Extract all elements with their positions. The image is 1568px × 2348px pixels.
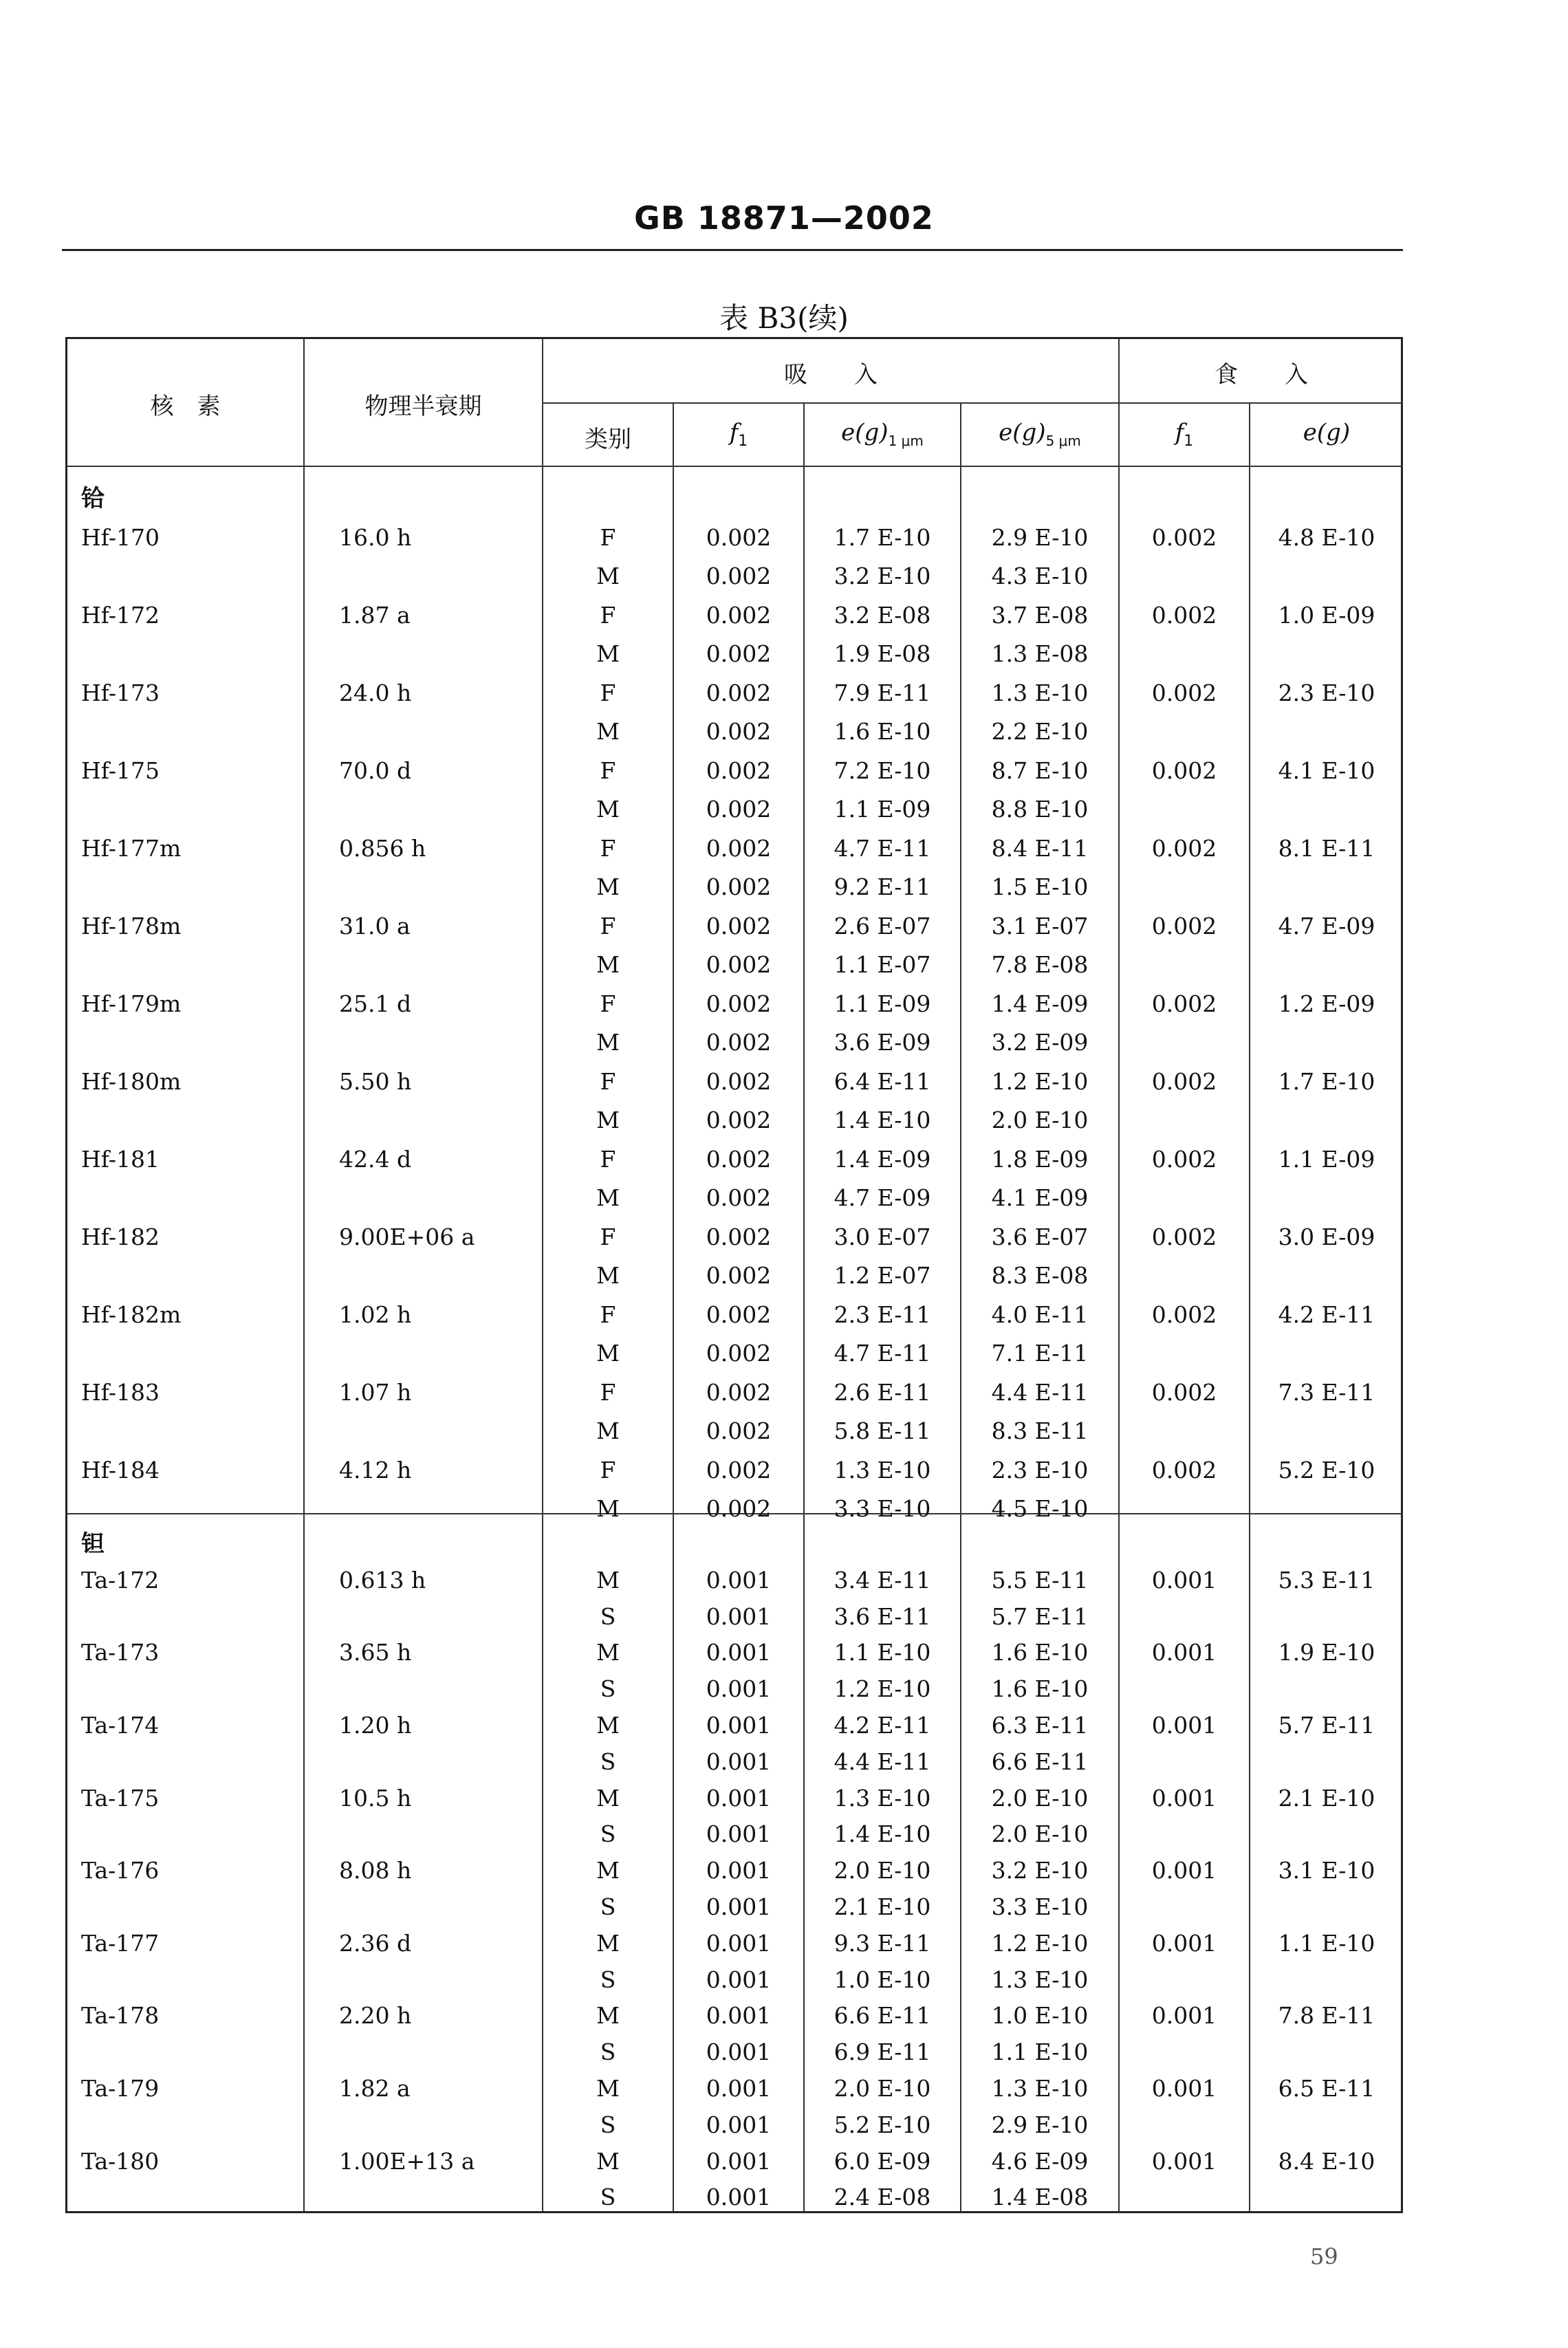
eg-inhalation-1um: 2.4 E-08: [834, 2184, 931, 2211]
eg-inhalation-1um: 1.1 E-09: [834, 796, 931, 823]
eg-inhalation-1um: 4.7 E-11: [834, 1340, 931, 1367]
eg-inhalation-5um: 3.6 E-07: [991, 1223, 1089, 1250]
eg-inhalation-1um: 3.2 E-10: [834, 563, 931, 589]
eg-inhalation-5um: 2.9 E-10: [991, 2111, 1089, 2138]
absorption-class: M: [596, 1417, 620, 1444]
f1-inhalation: 0.001: [706, 2002, 772, 2030]
f1-ingestion: 0.001: [1151, 1566, 1217, 1594]
eg-inhalation-1um: 1.4 E-09: [834, 1145, 931, 1173]
table-caption: 表 B3(续): [719, 301, 849, 335]
absorption-class: S: [600, 2111, 616, 2138]
eg-inhalation-1um: 2.0 E-10: [834, 2075, 931, 2102]
absorption-class: F: [600, 523, 616, 551]
eg-inhalation-5um: 1.4 E-09: [991, 990, 1089, 1017]
absorption-class: S: [600, 1966, 616, 1993]
eg-inhalation-5um: 6.3 E-11: [991, 1712, 1089, 1739]
f1-ingestion: 0.002: [1151, 601, 1217, 629]
half-life: 16.0 h: [339, 523, 412, 551]
nuclide-name: Hf-173: [81, 679, 160, 706]
nuclide-name: Hf-175: [81, 757, 160, 784]
eg-inhalation-1um: 1.1 E-10: [834, 1639, 931, 1666]
eg-inhalation-1um: 1.3 E-10: [834, 1784, 931, 1812]
eg-inhalation-1um: 1.0 E-10: [834, 1966, 931, 1993]
page-number: 59: [1310, 2243, 1338, 2270]
f1-inhalation: 0.002: [706, 873, 772, 900]
half-life: 3.65 h: [339, 1639, 412, 1666]
half-life: 4.12 h: [339, 1456, 412, 1483]
eg-inhalation-5um: 2.3 E-10: [991, 1456, 1089, 1483]
eg-inhalation-1um: 2.6 E-07: [834, 912, 931, 939]
eg-inhalation-1um: 7.9 E-11: [834, 679, 931, 706]
eg-ingestion: 7.3 E-11: [1278, 1378, 1375, 1406]
eg-inhalation-5um: 4.3 E-10: [991, 563, 1089, 589]
f1-ingestion: 0.002: [1151, 1223, 1217, 1250]
eg-ingestion: 1.2 E-09: [1278, 990, 1375, 1017]
f1-inhalation: 0.002: [706, 718, 772, 745]
eg-inhalation-1um: 1.9 E-08: [834, 640, 931, 667]
half-life: 1.00E+13 a: [339, 2147, 475, 2175]
absorption-class: M: [596, 1184, 620, 1211]
half-life: 31.0 a: [339, 912, 411, 939]
eg-ingestion: 2.3 E-10: [1278, 679, 1375, 706]
f1-ingestion: 0.001: [1151, 1712, 1217, 1739]
header-f1-ingestion: $f_1$: [1175, 419, 1194, 450]
f1-ingestion: 0.002: [1151, 523, 1217, 551]
eg-inhalation-5um: 1.6 E-10: [991, 1675, 1089, 1703]
eg-ingestion: 1.7 E-10: [1278, 1067, 1375, 1095]
eg-inhalation-1um: 3.3 E-10: [834, 1495, 931, 1522]
absorption-class: M: [596, 1566, 620, 1594]
eg-inhalation-5um: 8.8 E-10: [991, 796, 1089, 823]
f1-inhalation: 0.001: [706, 1602, 772, 1630]
half-life: 1.02 h: [339, 1301, 412, 1328]
absorption-class: F: [600, 757, 616, 784]
nuclide-name: Hf-179m: [81, 990, 182, 1017]
absorption-class: F: [600, 1456, 616, 1483]
half-life: 5.50 h: [339, 1067, 412, 1095]
eg-inhalation-1um: 1.1 E-09: [834, 990, 931, 1017]
eg-inhalation-1um: 2.6 E-11: [834, 1378, 931, 1406]
element-group-label: 铪: [81, 485, 105, 512]
absorption-class: M: [596, 718, 620, 745]
eg-inhalation-5um: 1.3 E-10: [991, 2075, 1089, 2102]
f1-ingestion: 0.002: [1151, 1378, 1217, 1406]
f1-inhalation: 0.001: [706, 1966, 772, 1993]
eg-inhalation-5um: 5.5 E-11: [991, 1566, 1089, 1594]
eg-inhalation-5um: 3.1 E-07: [991, 912, 1089, 939]
eg-inhalation-5um: 1.2 E-10: [991, 1067, 1089, 1095]
dose-coefficient-table: [65, 337, 1403, 2213]
absorption-class: M: [596, 1784, 620, 1812]
half-life: 24.0 h: [339, 679, 412, 706]
absorption-class: F: [600, 1067, 616, 1095]
absorption-class: F: [600, 601, 616, 629]
eg-ingestion: 6.5 E-11: [1278, 2075, 1375, 2102]
half-life: 9.00E+06 a: [339, 1223, 475, 1250]
eg-inhalation-5um: 8.3 E-08: [991, 1262, 1089, 1289]
header-nuclide: 核 素: [150, 393, 221, 420]
f1-inhalation: 0.002: [706, 1301, 772, 1328]
header-eg-ingestion: e(g): [1303, 419, 1351, 446]
f1-inhalation: 0.002: [706, 1340, 772, 1367]
eg-inhalation-5um: 1.3 E-10: [991, 679, 1089, 706]
absorption-class: M: [596, 951, 620, 978]
f1-ingestion: 0.002: [1151, 912, 1217, 939]
nuclide-name: Ta-180: [81, 2147, 160, 2175]
eg-inhalation-1um: 3.0 E-07: [834, 1223, 931, 1250]
absorption-class: S: [600, 1602, 616, 1630]
eg-ingestion: 3.1 E-10: [1278, 1857, 1375, 1884]
eg-ingestion: 8.4 E-10: [1278, 2147, 1375, 2175]
eg-ingestion: 5.3 E-11: [1278, 1566, 1375, 1594]
f1-inhalation: 0.002: [706, 912, 772, 939]
f1-inhalation: 0.002: [706, 1262, 772, 1289]
eg-ingestion: 7.8 E-11: [1278, 2002, 1375, 2030]
eg-inhalation-1um: 1.6 E-10: [834, 718, 931, 745]
f1-inhalation: 0.002: [706, 757, 772, 784]
header-bottom-line: [67, 466, 1403, 467]
document-header: GB 18871—2002: [634, 199, 934, 237]
nuclide-name: Hf-183: [81, 1378, 160, 1406]
f1-inhalation: 0.001: [706, 1820, 772, 1848]
eg-inhalation-1um: 7.2 E-10: [834, 757, 931, 784]
eg-inhalation-1um: 1.4 E-10: [834, 1107, 931, 1133]
eg-inhalation-1um: 5.2 E-10: [834, 2111, 931, 2138]
f1-inhalation: 0.001: [706, 2147, 772, 2175]
header-ingestion: 食 入: [1215, 361, 1308, 389]
absorption-class: M: [596, 873, 620, 900]
eg-inhalation-1um: 1.1 E-07: [834, 951, 931, 978]
absorption-class: M: [596, 1340, 620, 1367]
f1-ingestion: 0.002: [1151, 1067, 1217, 1095]
nuclide-name: Ta-173: [81, 1639, 160, 1666]
eg-inhalation-1um: 1.4 E-10: [834, 1820, 931, 1848]
header-rule: [62, 249, 1403, 251]
f1-inhalation: 0.002: [706, 1456, 772, 1483]
eg-inhalation-5um: 4.5 E-10: [991, 1495, 1089, 1522]
half-life: 70.0 d: [339, 757, 412, 784]
absorption-class: M: [596, 1029, 620, 1056]
eg-inhalation-5um: 4.0 E-11: [991, 1301, 1089, 1328]
eg-inhalation-5um: 3.3 E-10: [991, 1893, 1089, 1920]
absorption-class: M: [596, 1929, 620, 1957]
nuclide-name: Hf-181: [81, 1145, 160, 1173]
eg-inhalation-1um: 4.2 E-11: [834, 1712, 931, 1739]
half-life: 1.87 a: [339, 601, 411, 629]
eg-inhalation-5um: 1.5 E-10: [991, 873, 1089, 900]
eg-inhalation-5um: 2.0 E-10: [991, 1820, 1089, 1848]
f1-inhalation: 0.002: [706, 679, 772, 706]
header-half-life: 物理半衰期: [364, 393, 482, 420]
half-life: 2.36 d: [339, 1929, 412, 1957]
absorption-class: M: [596, 2002, 620, 2030]
header-eg-1um: $e(g)_{1 \mu m}$: [841, 419, 924, 449]
eg-inhalation-5um: 2.0 E-10: [991, 1107, 1089, 1133]
eg-inhalation-1um: 4.4 E-11: [834, 1748, 931, 1775]
eg-inhalation-1um: 6.9 E-11: [834, 2039, 931, 2066]
absorption-class: S: [600, 2184, 616, 2211]
f1-ingestion: 0.002: [1151, 1456, 1217, 1483]
absorption-class: M: [596, 1107, 620, 1133]
eg-ingestion: 1.9 E-10: [1278, 1639, 1375, 1666]
f1-ingestion: 0.002: [1151, 834, 1217, 862]
f1-inhalation: 0.002: [706, 951, 772, 978]
half-life: 1.20 h: [339, 1712, 412, 1739]
f1-inhalation: 0.002: [706, 990, 772, 1017]
eg-ingestion: 4.8 E-10: [1278, 523, 1375, 551]
eg-inhalation-5um: 8.4 E-11: [991, 834, 1089, 862]
eg-inhalation-1um: 2.3 E-11: [834, 1301, 931, 1328]
eg-inhalation-5um: 7.1 E-11: [991, 1340, 1089, 1367]
nuclide-name: Ta-179: [81, 2075, 160, 2102]
eg-inhalation-5um: 8.3 E-11: [991, 1417, 1089, 1444]
f1-ingestion: 0.001: [1151, 1639, 1217, 1666]
absorption-class: F: [600, 1223, 616, 1250]
eg-inhalation-1um: 2.1 E-10: [834, 1893, 931, 1920]
nuclide-name: Hf-178m: [81, 912, 182, 939]
absorption-class: F: [600, 1301, 616, 1328]
eg-inhalation-1um: 4.7 E-09: [834, 1184, 931, 1211]
nuclide-name: Ta-176: [81, 1857, 160, 1884]
eg-inhalation-1um: 2.0 E-10: [834, 1857, 931, 1884]
eg-inhalation-1um: 3.6 E-11: [834, 1602, 931, 1630]
eg-inhalation-5um: 3.2 E-10: [991, 1857, 1089, 1884]
eg-ingestion: 1.1 E-10: [1278, 1929, 1375, 1957]
eg-inhalation-5um: 2.0 E-10: [991, 1784, 1089, 1812]
header-divider: [542, 402, 1403, 404]
f1-ingestion: 0.001: [1151, 2075, 1217, 2102]
nuclide-name: Hf-170: [81, 523, 160, 551]
f1-inhalation: 0.001: [706, 1566, 772, 1594]
f1-inhalation: 0.002: [706, 1417, 772, 1444]
absorption-class: M: [596, 563, 620, 589]
half-life: 42.4 d: [339, 1145, 412, 1173]
eg-inhalation-1um: 5.8 E-11: [834, 1417, 931, 1444]
f1-inhalation: 0.002: [706, 796, 772, 823]
eg-inhalation-5um: 1.0 E-10: [991, 2002, 1089, 2030]
half-life: 1.82 a: [339, 2075, 411, 2102]
eg-inhalation-5um: 3.2 E-09: [991, 1029, 1089, 1056]
f1-inhalation: 0.001: [706, 1675, 772, 1703]
nuclide-name: Hf-172: [81, 601, 160, 629]
half-life: 10.5 h: [339, 1784, 412, 1812]
header-f1-inhalation: $f_1$: [729, 419, 748, 450]
absorption-class: F: [600, 1145, 616, 1173]
absorption-class: M: [596, 640, 620, 667]
f1-inhalation: 0.002: [706, 1495, 772, 1522]
eg-inhalation-5um: 1.3 E-08: [991, 640, 1089, 667]
eg-ingestion: 5.2 E-10: [1278, 1456, 1375, 1483]
f1-inhalation: 0.001: [706, 2075, 772, 2102]
f1-inhalation: 0.002: [706, 1067, 772, 1095]
eg-inhalation-5um: 4.6 E-09: [991, 2147, 1089, 2175]
f1-inhalation: 0.001: [706, 1639, 772, 1666]
eg-inhalation-1um: 1.7 E-10: [834, 523, 931, 551]
absorption-class: F: [600, 990, 616, 1017]
absorption-class: S: [600, 1748, 616, 1775]
eg-inhalation-5um: 2.2 E-10: [991, 718, 1089, 745]
eg-inhalation-1um: 3.4 E-11: [834, 1566, 931, 1594]
absorption-class: S: [600, 1820, 616, 1848]
eg-inhalation-1um: 1.3 E-10: [834, 1456, 931, 1483]
eg-inhalation-1um: 6.6 E-11: [834, 2002, 931, 2030]
f1-ingestion: 0.001: [1151, 2002, 1217, 2030]
f1-inhalation: 0.001: [706, 1748, 772, 1775]
col-divider: [303, 339, 305, 2211]
f1-inhalation: 0.001: [706, 1929, 772, 1957]
header-inhalation: 吸 入: [784, 361, 878, 389]
nuclide-name: Hf-177m: [81, 834, 182, 862]
nuclide-name: Ta-172: [81, 1566, 160, 1594]
eg-inhalation-5um: 2.9 E-10: [991, 523, 1089, 551]
nuclide-name: Ta-178: [81, 2002, 160, 2030]
f1-inhalation: 0.002: [706, 1107, 772, 1133]
eg-inhalation-1um: 9.2 E-11: [834, 873, 931, 900]
eg-inhalation-5um: 8.7 E-10: [991, 757, 1089, 784]
eg-inhalation-1um: 6.0 E-09: [834, 2147, 931, 2175]
half-life: 0.856 h: [339, 834, 426, 862]
eg-inhalation-5um: 7.8 E-08: [991, 951, 1089, 978]
nuclide-name: Hf-180m: [81, 1067, 182, 1095]
eg-inhalation-5um: 1.2 E-10: [991, 1929, 1089, 1957]
header-class: 类别: [585, 426, 631, 453]
f1-inhalation: 0.002: [706, 834, 772, 862]
eg-inhalation-5um: 1.1 E-10: [991, 2039, 1089, 2066]
eg-inhalation-5um: 3.7 E-08: [991, 601, 1089, 629]
f1-inhalation: 0.001: [706, 1784, 772, 1812]
absorption-class: M: [596, 1639, 620, 1666]
eg-inhalation-1um: 3.2 E-08: [834, 601, 931, 629]
absorption-class: S: [600, 1675, 616, 1703]
nuclide-name: Ta-174: [81, 1712, 160, 1739]
f1-ingestion: 0.002: [1151, 1145, 1217, 1173]
f1-inhalation: 0.001: [706, 2111, 772, 2138]
absorption-class: M: [596, 1712, 620, 1739]
nuclide-name: Ta-177: [81, 1929, 160, 1957]
eg-inhalation-5um: 1.4 E-08: [991, 2184, 1089, 2211]
absorption-class: F: [600, 679, 616, 706]
f1-ingestion: 0.001: [1151, 1784, 1217, 1812]
eg-inhalation-5um: 1.8 E-09: [991, 1145, 1089, 1173]
half-life: 0.613 h: [339, 1566, 426, 1594]
half-life: 8.08 h: [339, 1857, 412, 1884]
eg-ingestion: 1.0 E-09: [1278, 601, 1375, 629]
nuclide-name: Ta-175: [81, 1784, 160, 1812]
half-life: 1.07 h: [339, 1378, 412, 1406]
f1-ingestion: 0.002: [1151, 679, 1217, 706]
f1-inhalation: 0.001: [706, 2184, 772, 2211]
eg-ingestion: 3.0 E-09: [1278, 1223, 1375, 1250]
f1-inhalation: 0.001: [706, 1857, 772, 1884]
f1-inhalation: 0.002: [706, 1145, 772, 1173]
absorption-class: M: [596, 1262, 620, 1289]
absorption-class: M: [596, 2075, 620, 2102]
absorption-class: M: [596, 796, 620, 823]
eg-ingestion: 2.1 E-10: [1278, 1784, 1375, 1812]
f1-ingestion: 0.001: [1151, 1929, 1217, 1957]
f1-inhalation: 0.002: [706, 523, 772, 551]
eg-ingestion: 4.2 E-11: [1278, 1301, 1375, 1328]
f1-inhalation: 0.002: [706, 1184, 772, 1211]
f1-inhalation: 0.001: [706, 1893, 772, 1920]
eg-ingestion: 4.7 E-09: [1278, 912, 1375, 939]
nuclide-name: Hf-182: [81, 1223, 160, 1250]
f1-ingestion: 0.001: [1151, 1857, 1217, 1884]
eg-ingestion: 4.1 E-10: [1278, 757, 1375, 784]
eg-inhalation-1um: 4.7 E-11: [834, 834, 931, 862]
eg-inhalation-5um: 6.6 E-11: [991, 1748, 1089, 1775]
f1-inhalation: 0.001: [706, 1712, 772, 1739]
f1-inhalation: 0.001: [706, 2039, 772, 2066]
eg-inhalation-1um: 1.2 E-07: [834, 1262, 931, 1289]
f1-inhalation: 0.002: [706, 1378, 772, 1406]
f1-ingestion: 0.002: [1151, 757, 1217, 784]
eg-ingestion: 5.7 E-11: [1278, 1712, 1375, 1739]
nuclide-name: Hf-182m: [81, 1301, 182, 1328]
eg-inhalation-5um: 1.3 E-10: [991, 1966, 1089, 1993]
absorption-class: S: [600, 1893, 616, 1920]
absorption-class: M: [596, 1495, 620, 1522]
absorption-class: F: [600, 834, 616, 862]
half-life: 2.20 h: [339, 2002, 412, 2030]
eg-inhalation-5um: 5.7 E-11: [991, 1602, 1089, 1630]
absorption-class: S: [600, 2039, 616, 2066]
absorption-class: F: [600, 912, 616, 939]
eg-inhalation-5um: 1.6 E-10: [991, 1639, 1089, 1666]
f1-inhalation: 0.002: [706, 1029, 772, 1056]
eg-inhalation-1um: 9.3 E-11: [834, 1929, 931, 1957]
f1-inhalation: 0.002: [706, 563, 772, 589]
f1-ingestion: 0.002: [1151, 990, 1217, 1017]
f1-inhalation: 0.002: [706, 601, 772, 629]
f1-ingestion: 0.001: [1151, 2147, 1217, 2175]
eg-inhalation-5um: 4.1 E-09: [991, 1184, 1089, 1211]
f1-inhalation: 0.002: [706, 640, 772, 667]
f1-inhalation: 0.002: [706, 1223, 772, 1250]
eg-inhalation-1um: 1.2 E-10: [834, 1675, 931, 1703]
header-eg-5um: $e(g)_{5 \mu m}$: [999, 419, 1081, 449]
half-life: 25.1 d: [339, 990, 412, 1017]
absorption-class: F: [600, 1378, 616, 1406]
eg-ingestion: 8.1 E-11: [1278, 834, 1375, 862]
eg-ingestion: 1.1 E-09: [1278, 1145, 1375, 1173]
eg-inhalation-1um: 6.4 E-11: [834, 1067, 931, 1095]
eg-inhalation-5um: 4.4 E-11: [991, 1378, 1089, 1406]
f1-ingestion: 0.002: [1151, 1301, 1217, 1328]
nuclide-name: Hf-184: [81, 1456, 160, 1483]
element-group-label: 钽: [81, 1530, 105, 1558]
eg-inhalation-1um: 3.6 E-09: [834, 1029, 931, 1056]
absorption-class: M: [596, 2147, 620, 2175]
absorption-class: M: [596, 1857, 620, 1884]
